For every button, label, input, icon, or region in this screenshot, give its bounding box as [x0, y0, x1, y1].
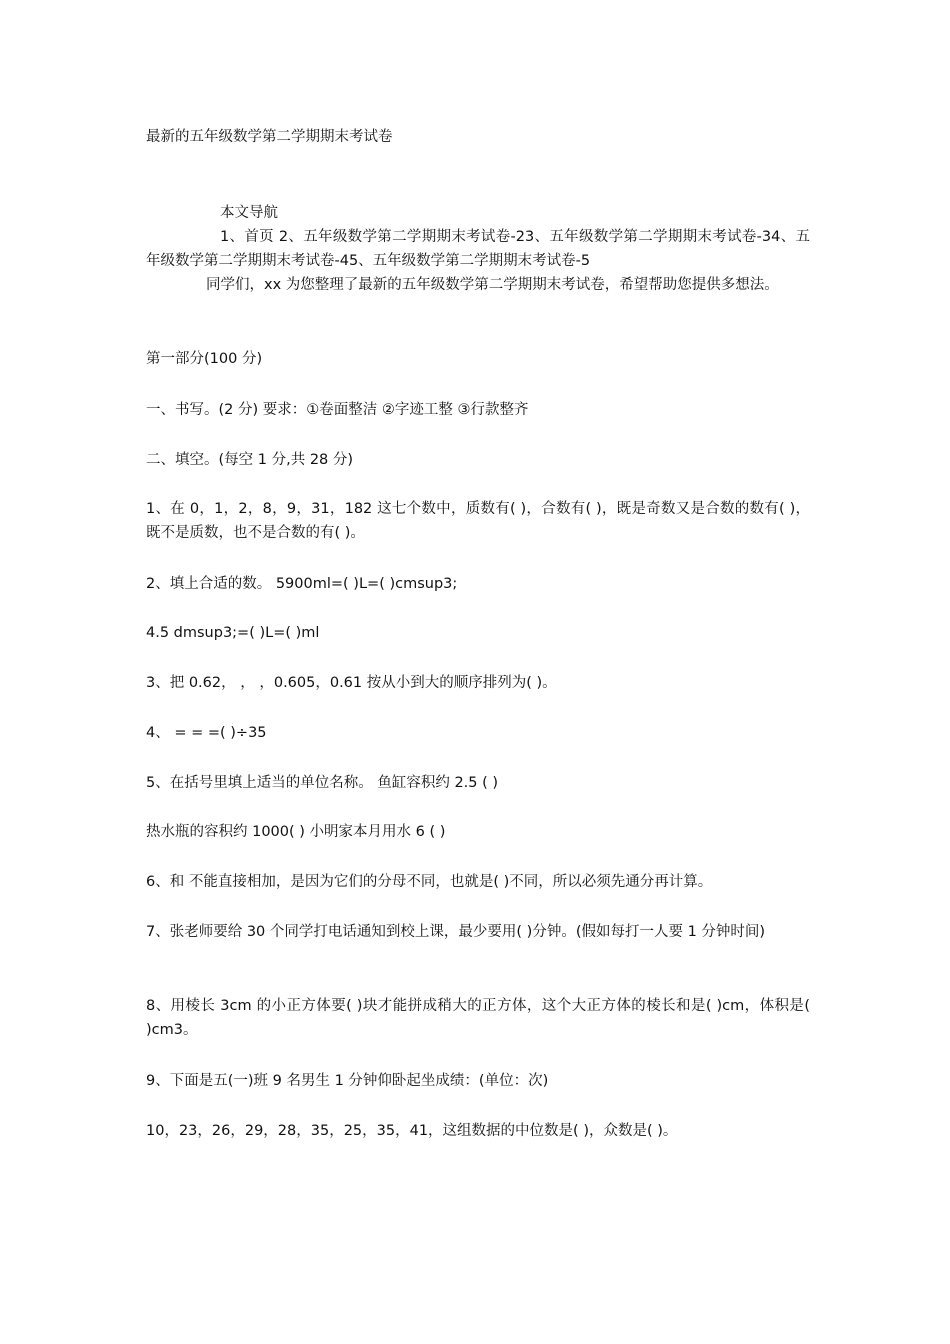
- nav-links[interactable]: 1、首页 2、五年级数学第二学期期末考试卷-23、五年级数学第二学期期末考试卷-34、五年级数学第二学期期末考试卷-45、五年级数学第二学期期末考试卷-5: [146, 229, 810, 269]
- question-3: 3、把 0.62， ， ，0.605，0.61 按从小到大的顺序排列为( )。: [146, 675, 557, 691]
- section-fill-blanks: 二、填空。(每空 1 分,共 28 分): [146, 452, 354, 468]
- question-4: 4、 = = =( )÷35: [146, 725, 267, 741]
- intro-paragraph: 同学们，xx 为您整理了最新的五年级数学第二学期期末考试卷，希望帮助您提供多想法。: [206, 277, 779, 293]
- section-writing: 一、书写。(2 分) 要求：①卷面整洁 ②字迹工整 ③行款整齐: [146, 402, 529, 418]
- nav-heading: 本文导航: [220, 205, 278, 221]
- question-9: 9、下面是五(一)班 9 名男生 1 分钟仰卧起坐成绩：(单位：次): [146, 1073, 549, 1089]
- question-7: 7、张老师要给 30 个同学打电话通知到校上课，最少要用( )分钟。(假如每打一人要 1 分钟时间): [146, 924, 766, 940]
- question-8: 8、用棱长 3cm 的小正方体要( )块才能拼成稍大的正方体，这个大正方体的棱长和是( )cm，体积是( )cm3。: [146, 998, 810, 1038]
- question-10: 10，23，26，29，28，35，25，35，41，这组数据的中位数是( )，众数是( )。: [146, 1123, 678, 1139]
- question-1: 1、在 0，1，2，8，9，31，182 这七个数中，质数有( )，合数有( )，既是奇数又是合数的数有( )，既不是质数，也不是合数的有( )。: [146, 501, 810, 541]
- document-title: 最新的五年级数学第二学期期末考试卷: [146, 129, 393, 145]
- question-2b: 4.5 dmsup3;=( )L=( )ml: [146, 625, 320, 641]
- question-2a: 2、填上合适的数。 5900ml=( )L=( )cmsup3;: [146, 576, 458, 592]
- question-6: 6、和 不能直接相加，是因为它们的分母不同，也就是( )不同，所以必须先通分再计算。: [146, 874, 713, 890]
- question-5b: 热水瓶的容积约 1000( ) 小明家本月用水 6 ( ): [146, 824, 446, 840]
- question-5a: 5、在括号里填上适当的单位名称。 鱼缸容积约 2.5 ( ): [146, 775, 499, 791]
- part-one-heading: 第一部分(100 分): [146, 351, 263, 367]
